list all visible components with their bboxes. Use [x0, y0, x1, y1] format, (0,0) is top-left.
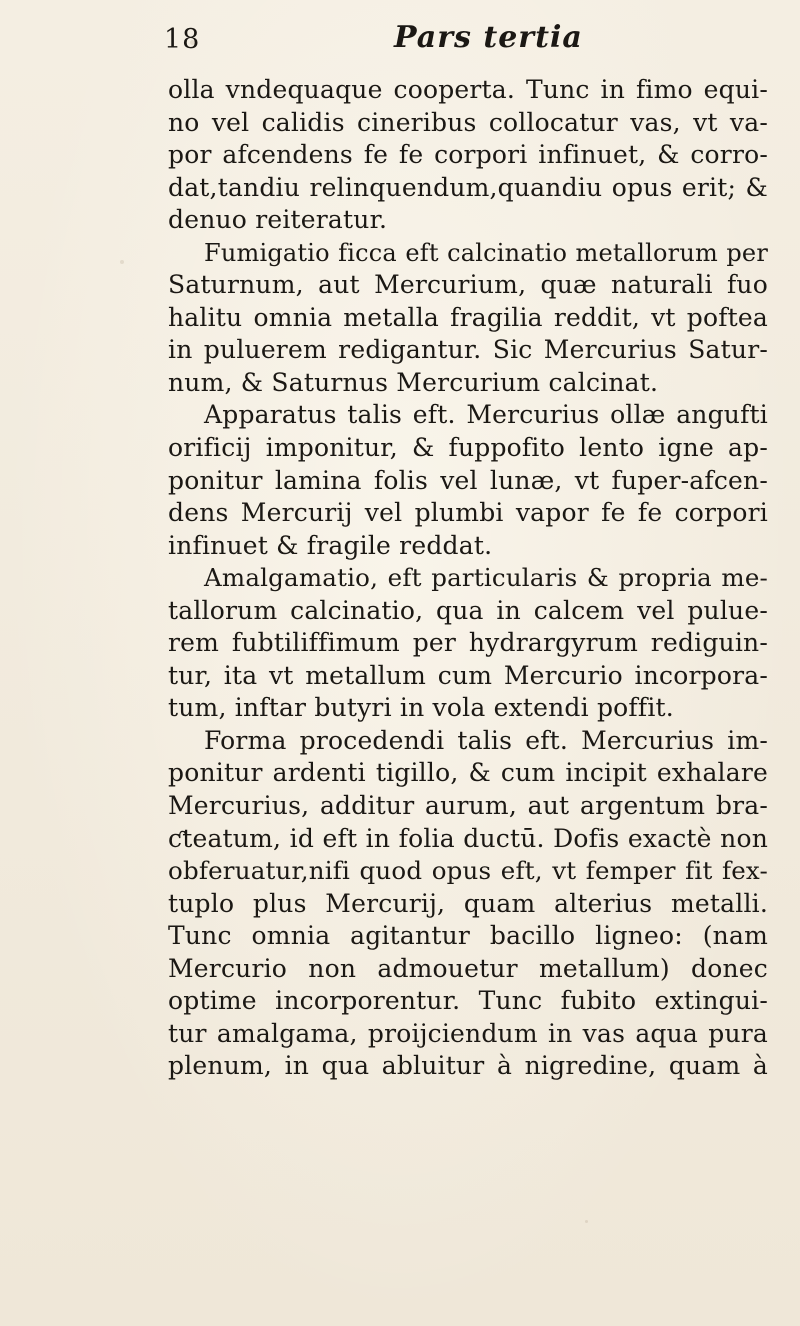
- text-line: obferuatur,nifi quod opus eft, vt femper fit fex-: [168, 856, 768, 886]
- text-line: plenum, in qua abluitur à nigredine, quam à: [168, 1051, 768, 1081]
- text-line: tur, ita vt metallum cum Mercurio incorpora-: [168, 660, 768, 690]
- text-line: infinuet & fragile reddat.: [168, 530, 493, 560]
- text-line: dens Mercurij vel plumbi vapor fe fe corpori: [168, 498, 768, 528]
- text-line: por afcendens fe fe corpori infinuet, & corro-: [168, 140, 768, 170]
- text-line: tallorum calcinatio, qua in calcem vel pulue-: [168, 595, 768, 625]
- text-line: ponitur lamina folis vel lunæ, vt fuper-afcen-: [168, 465, 768, 495]
- text-line: tuplo plus Mercurij, quam alterius metalli.: [168, 888, 768, 918]
- text-line: Saturnum, aut Mercurium, quæ naturali fuo: [168, 270, 768, 300]
- text-line: in puluerem redigantur. Sic Mercurius Satur-: [168, 335, 768, 365]
- text-line: Fumigatio ficca eft calcinatio metallorum per: [204, 238, 768, 267]
- text-line: Mercurius, additur aurum, aut argentum bra-: [168, 791, 768, 821]
- paper-stain: [120, 260, 124, 264]
- text-line: orificij imponitur, & fuppofito lento igne ap-: [168, 433, 768, 463]
- text-line: Apparatus talis eft. Mercurius ollæ angufti: [204, 400, 768, 430]
- text-line: tum, inftar butyri in vola extendi poffit.: [168, 693, 674, 723]
- text-line: rem fubtiliffimum per hydrargyrum rediguin-: [168, 628, 768, 658]
- text-line: ponitur ardenti tigillo, & cum incipit exhalare: [168, 758, 768, 788]
- text-line: no vel calidis cineribus collocatur vas, vt va-: [168, 107, 768, 137]
- text-line: olla vndequaque cooperta. Tunc in fimo equi-: [168, 75, 768, 104]
- text-line: Mercurio non admouetur metallum) donec: [168, 953, 768, 983]
- text-line: Forma procedendi talis eft. Mercurius im-: [204, 725, 768, 755]
- text-line: tur amalgama, proijciendum in vas aqua pura: [168, 1018, 768, 1048]
- text-block: [168, 74, 768, 1083]
- text-line: ƈteatum, id eft in folia ductū. Dofis exactè non: [168, 823, 768, 853]
- text-line: denuo reiteratur.: [168, 205, 388, 235]
- text-line: Amalgamatio, eft particularis & propria me-: [204, 563, 768, 593]
- text-line: Tunc omnia agitantur bacillo ligneo: (nam: [168, 921, 768, 951]
- page-header: [150, 18, 750, 66]
- running-head: Pars tertia: [394, 20, 583, 55]
- page-number: 18: [164, 24, 201, 55]
- text-line: dat,tandiu relinquendum,quandiu opus erit; &: [168, 172, 768, 202]
- text-line: optime incorporentur. Tunc fubito extingui-: [168, 986, 768, 1016]
- paper-stain: [585, 1220, 588, 1223]
- text-line: halitu omnia metalla fragilia reddit, vt poftea: [168, 302, 768, 332]
- text-line: num, & Saturnus Mercurium calcinat.: [168, 367, 659, 397]
